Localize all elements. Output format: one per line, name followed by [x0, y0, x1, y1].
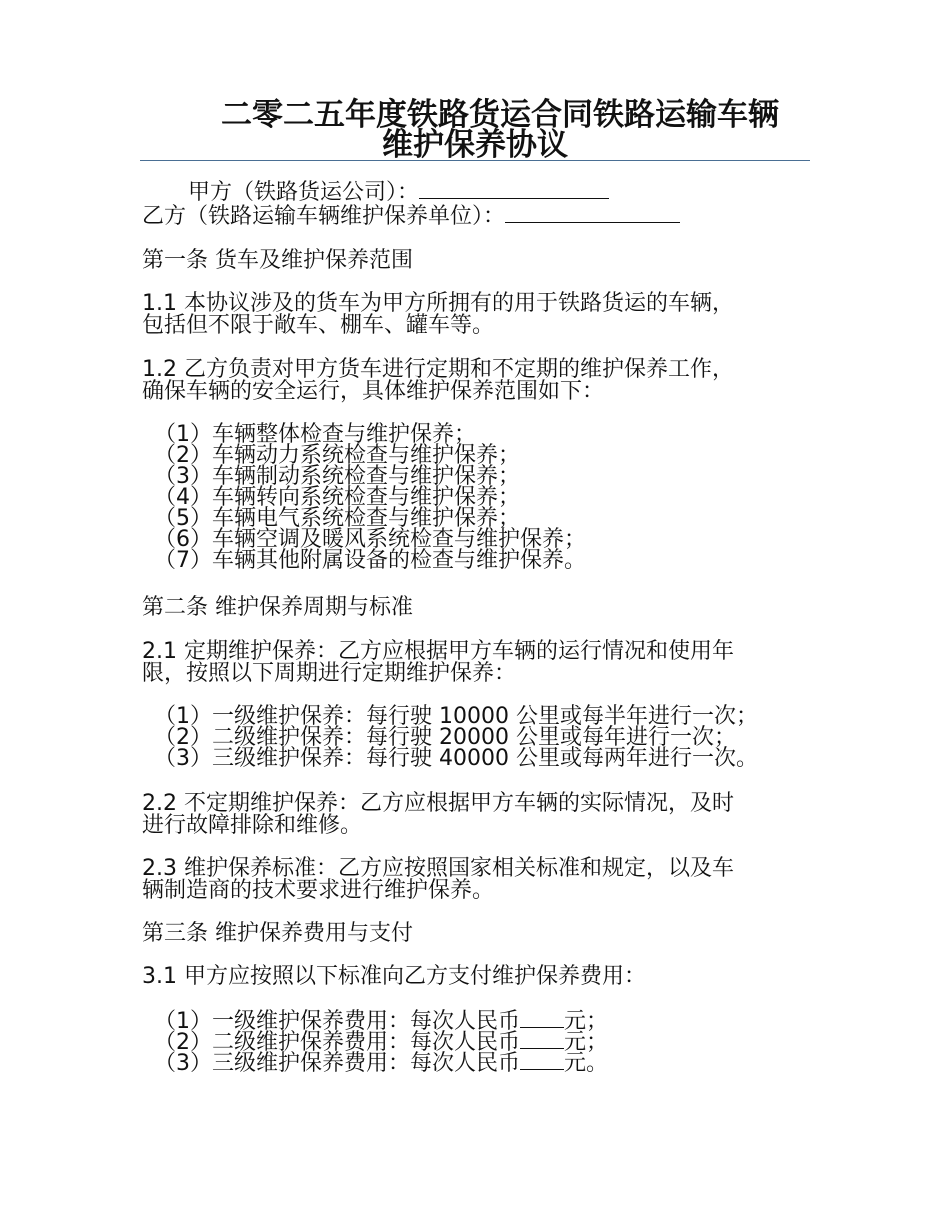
list-item: （3）车辆制动系统检查与维护保养； — [154, 464, 520, 489]
fee-label: （1）一级维护保养费用：每次人民币 — [154, 1009, 520, 1034]
party-b-blank — [505, 221, 680, 223]
article-1-heading: 第一条 货车及维护保养范围 — [142, 248, 413, 273]
list-item: （7）车辆其他附属设备的检查与维护保养。 — [154, 548, 586, 573]
fee-label: （2）二级维护保养费用：每次人民币 — [154, 1030, 520, 1055]
fee-label: （3）三级维护保养费用：每次人民币 — [154, 1051, 520, 1076]
party-b-label: 乙方（铁路运输车辆维护保养单位）： — [142, 204, 506, 229]
clause-2-2-line-1: 2.2 不定期维护保养：乙方应根据甲方车辆的实际情况，及时 — [142, 791, 734, 816]
list-item: （3）三级维护保养：每行驶 40000 公里或每两年进行一次。 — [154, 746, 758, 771]
title-divider — [140, 160, 810, 161]
clause-2-1-line-1: 2.1 定期维护保养：乙方应根据甲方车辆的运行情况和使用年 — [142, 639, 734, 664]
party-a-line — [188, 182, 853, 204]
title-line-1: 二零二五年度铁路货运合同铁路运输车辆 — [221, 97, 779, 133]
clause-2-3-line-2: 辆制造商的技术要求进行维护保养。 — [142, 878, 495, 903]
fee-item — [154, 1032, 608, 1053]
fee-suffix: 元； — [564, 1009, 609, 1034]
clause-2-1-line-2: 限，按照以下周期进行定期维护保养： — [142, 661, 517, 686]
list-item: （4）车辆转向系统检查与维护保养； — [154, 485, 520, 510]
document-title — [140, 97, 810, 163]
title-line-2: 维护保养协议 — [382, 127, 568, 163]
clause-1-2-line-2: 确保车辆的安全运行，具体维护保养范围如下： — [142, 379, 605, 404]
clause-2-2-line-2: 进行故障排除和维修。 — [142, 813, 363, 838]
party-a-blank — [419, 197, 609, 199]
fee-item — [154, 1011, 608, 1032]
fee-blank — [520, 1026, 564, 1028]
maintenance-cycle-list — [154, 706, 758, 769]
list-item: （1）一级维护保养：每行驶 10000 公里或每半年进行一次； — [154, 704, 758, 729]
list-item: （6）车辆空调及暖风系统检查与维护保养； — [154, 527, 586, 552]
clause-1-1-line-1: 1.1 本协议涉及的货车为甲方所拥有的用于铁路货运的车辆， — [142, 291, 734, 316]
clause-2-3-line-1: 2.3 维护保养标准：乙方应按照国家相关标准和规定，以及车 — [142, 856, 734, 881]
fee-suffix: 元； — [564, 1030, 609, 1055]
fee-item — [154, 1053, 608, 1074]
article-2-heading: 第二条 维护保养周期与标准 — [142, 595, 413, 620]
fee-suffix: 元。 — [564, 1051, 609, 1076]
article-3-heading: 第三条 维护保养费用与支付 — [142, 921, 413, 946]
fee-list — [154, 1011, 608, 1074]
list-item: （1）车辆整体检查与维护保养； — [154, 422, 476, 447]
fee-blank — [520, 1068, 564, 1070]
list-item: （5）车辆电气系统检查与维护保养； — [154, 506, 520, 531]
party-b-line — [142, 206, 807, 228]
clause-3-1: 3.1 甲方应按照以下标准向乙方支付维护保养费用： — [142, 964, 646, 989]
fee-blank — [520, 1047, 564, 1049]
clause-1-2-line-1: 1.2 乙方负责对甲方货车进行定期和不定期的维护保养工作， — [142, 357, 734, 382]
list-item: （2）车辆动力系统检查与维护保养； — [154, 443, 520, 468]
clause-1-1-line-2: 包括但不限于敞车、棚车、罐车等。 — [142, 313, 495, 338]
maintenance-scope-list — [154, 424, 586, 571]
list-item: （2）二级维护保养：每行驶 20000 公里或每年进行一次； — [154, 725, 736, 750]
party-a-label: 甲方（铁路货运公司）： — [188, 180, 420, 205]
